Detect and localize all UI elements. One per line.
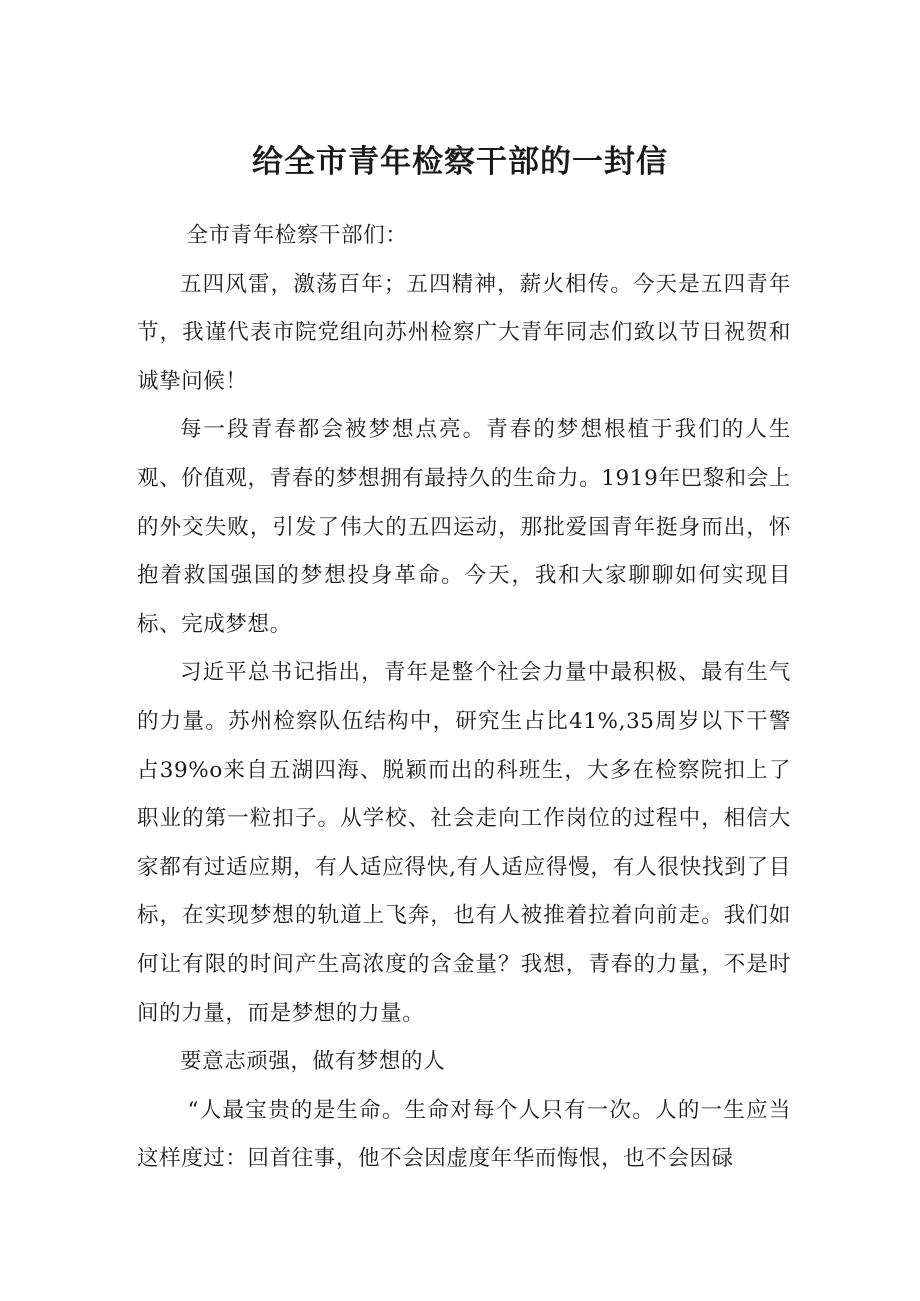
paragraph-quote: “人最宝贵的是生命。生命对每个人只有一次。人的一生应当这样度过：回首往事，他不会因虚度年华而悔恨，也不会因碌 xyxy=(137,1097,791,1172)
section-heading: 要意志顽强，做有梦想的人 xyxy=(180,1049,446,1075)
paragraph-youth-force: 习近平总书记指出，青年是整个社会力量中最积极、最有生气的力量。苏州检察队伍结构中，研究生占比41%,35周岁以下干警占39%o来自五湖四海、脱颖而出的科班生，大多在检察院扣上了职业的第一粒扣子。从学校、社会走向工作岗位的过程中，相信大家都有过适应期，有人适应得快,有人适应得慢，有人很快找到了目标，在实现梦想的轨道上飞奔，也有人被推着拉着向前走。我们如何让有限的时间产生高浓度的含金量？我想，青春的力量，不是时间的力量，而是梦想的力量。 xyxy=(137,660,791,1026)
letter-body xyxy=(137,212,791,1184)
paragraph-dream: 每一段青春都会被梦想点亮。青春的梦想根植于我们的人生观、价值观，青春的梦想拥有最持久的生命力。1919年巴黎和会上的外交失败，引发了伟大的五四运动，那批爱国青年挺身而出，怀抱着救国强国的梦想投身革命。今天，我和大家聊聊如何实现目标、完成梦想。 xyxy=(137,417,791,637)
salutation: 全市青年检察干部们： xyxy=(186,223,408,248)
paragraph-greeting: 五四风雷，激荡百年；五四精神，薪火相传。今天是五四青年节，我谨代表市院党组向苏州检察广大青年同志们致以节日祝贺和诚挚问候！ xyxy=(137,271,791,394)
letter-title: 给全市青年检察干部的一封信 xyxy=(252,144,668,180)
